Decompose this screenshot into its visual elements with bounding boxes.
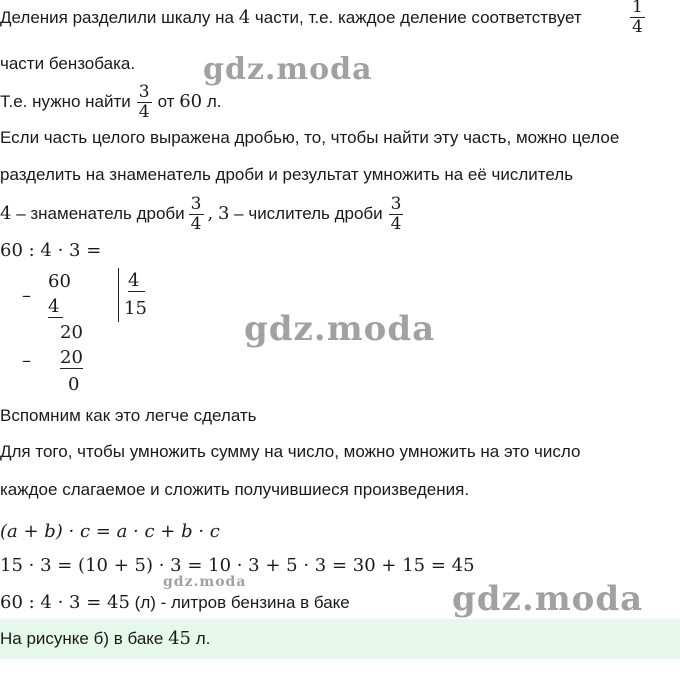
text-line-3: Т.е. нужно найти $\frac{3}{4}$ от 60 л. [0,81,222,122]
text-line-2: части бензобака. [0,54,136,73]
watermark-logo: gdz.moda [163,574,247,590]
answer-line: На рисунке б) в баке 45 л. [0,628,211,649]
divisor: 4 [128,271,145,292]
fraction-three-quarters: $\frac{3}{4}$ [390,193,402,234]
subtrahend: 4 [48,297,63,318]
minus-sign: – [22,350,31,371]
fraction-three-quarters: $\frac{3}{4}$ [190,193,202,234]
text-line-5: разделить на знаменатель дроби и результат умножить на её числитель [0,165,574,184]
remainder-2: 0 [68,374,80,395]
watermark-logo: gdz.moda [203,52,373,87]
fraction-one-quarter: $\frac{1}{4}$ [632,0,643,37]
text-line-1: Деления разделили шкалу на 4 части, т.е. каждое деление соответствует [0,7,582,28]
remainder-1: 20 [60,322,83,343]
watermark-logo: gdz.moda [244,309,436,349]
expression-line: 60 : 4 · 3 = [0,240,102,261]
formula-calculation: 15 · 3 = (10 + 5) · 3 = 10 · 3 + 5 · 3 = 30 + 15 = 45 [0,555,475,576]
text-line-9: каждое слагаемое и сложить получившиеся произведения. [0,480,470,499]
text-line-6: 4 – знаменатель дроби $\frac{3}{4}$ , 3 – числитель дроби $\frac{3}{4}$ [0,193,402,234]
quotient: 15 [124,298,147,319]
minus-sign: – [22,285,31,306]
text-line-10: 60 : 4 · 3 = 45 (л) - литров бензина в баке [0,592,350,613]
formula-distributive: (a + b) · c = a · c + b · c [0,521,220,542]
text-line-7: Вспомним как это легче сделать [0,406,257,425]
division-bar [118,268,119,322]
dividend: 60 [48,271,71,292]
text-line-4: Если часть целого выражена дробью, то, чтобы найти эту часть, можно целое [0,128,620,147]
fraction-three-quarters: $\frac{3}{4}$ [138,81,150,122]
subtrahend-2: 20 [60,347,83,368]
text-line-8: Для того, чтобы умножить сумму на число, можно умножить на это число [0,442,581,461]
watermark-logo: gdz.moda [452,579,644,619]
